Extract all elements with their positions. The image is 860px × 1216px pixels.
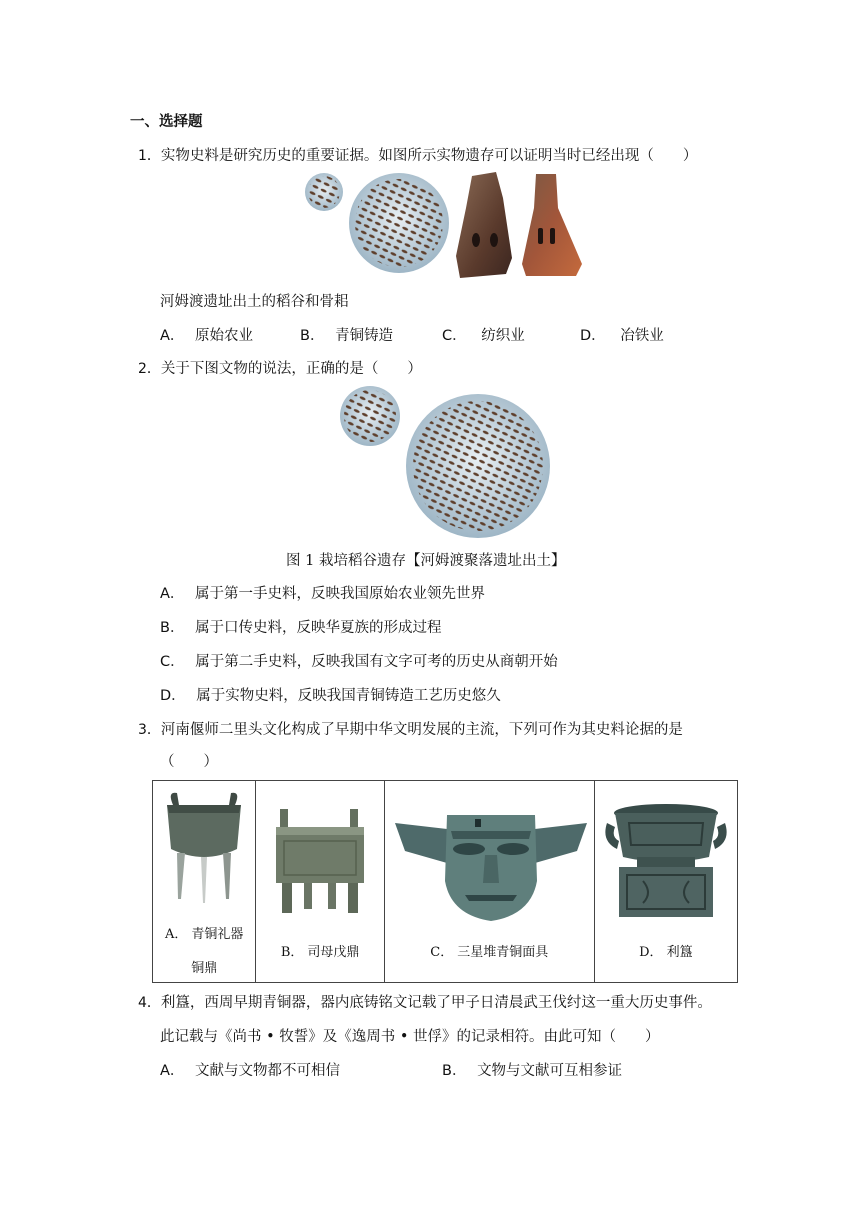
li-gui-vessel-icon	[603, 801, 729, 921]
simuwu-ding-icon	[266, 805, 374, 917]
q1-option-c-text: 纺织业	[481, 328, 525, 344]
q4-option-b-letter: B．	[442, 1063, 467, 1079]
bronze-ding-tripod-icon	[157, 787, 251, 905]
q2-option-a-letter: A．	[160, 586, 185, 602]
q3-option-b-label: B． 司母戊鼎	[280, 945, 360, 960]
q1-option-c-letter: C．	[442, 328, 467, 344]
q1-option-a-letter: A．	[160, 328, 185, 344]
q4-option-a[interactable]	[160, 1061, 340, 1081]
question-4-stem: 利簋，西周早期青铜器，器内底铸铭文记载了甲子日清晨武王伐纣这一重大历史事件。	[160, 995, 712, 1011]
q3-option-a-label: A． 青铜礼器	[165, 927, 244, 942]
question-1-stem: 实物史料是研究历史的重要证据。如图所示实物遗存可以证明当时已经出现（ ）	[160, 148, 698, 164]
question-2-number: 2．	[138, 361, 161, 377]
question-2-caption: 图 1 栽培稻谷遗存【河姆渡聚落遗址出土】	[286, 553, 566, 569]
q3-option-c-cell[interactable]	[384, 781, 594, 983]
q3-option-d-cell[interactable]	[594, 781, 737, 983]
section-title: 一、选择题	[130, 114, 203, 130]
question-4-number: 4．	[138, 995, 161, 1011]
q1-option-b-letter: B．	[300, 328, 325, 344]
rice-and-bone-spade-image	[300, 168, 590, 280]
q2-option-d-text: 属于实物史料，反映我国青铜铸造工艺历史悠久	[196, 688, 501, 704]
q2-option-b[interactable]	[160, 618, 442, 638]
q2-option-d-letter: D．	[160, 688, 186, 704]
q1-option-b-text: 青铜铸造	[335, 328, 394, 344]
question-1	[138, 146, 697, 166]
q3-option-a-cell[interactable]	[153, 781, 256, 983]
q1-option-d[interactable]	[580, 326, 664, 346]
question-3-stem: 河南偃师二里头文化构成了早期中华文明发展的主流，下列可作为其史料论据的是	[160, 722, 683, 738]
q3-option-a-label-line2: 铜鼎	[191, 961, 218, 976]
rice-grain-image	[336, 382, 552, 538]
question-1-number: 1．	[138, 148, 161, 164]
q1-option-c[interactable]	[442, 326, 525, 346]
q2-option-d[interactable]	[160, 686, 501, 706]
q4-option-a-text: 文献与文物都不可相信	[195, 1063, 341, 1079]
question-3-stem-cont: （ ）	[160, 754, 218, 770]
q4-option-b-text: 文物与文献可互相参证	[477, 1063, 623, 1079]
question-3-number: 3．	[138, 722, 161, 738]
q1-option-d-letter: D．	[580, 328, 606, 344]
question-4	[138, 993, 712, 1013]
q1-option-b[interactable]	[300, 326, 393, 346]
question-1-caption: 河姆渡遗址出土的稻谷和骨耜	[160, 294, 349, 310]
q2-option-a-text: 属于第一手史料，反映我国原始农业领先世界	[195, 586, 486, 602]
q4-option-a-letter: A．	[160, 1063, 185, 1079]
question-4-stem-cont: 此记载与《尚书 • 牧誓》及《逸周书 • 世俘》的记录相符。由此可知（ ）	[160, 1029, 660, 1045]
q4-option-b[interactable]	[442, 1061, 622, 1081]
q3-option-b-cell[interactable]	[256, 781, 384, 983]
question-2	[138, 359, 422, 379]
question-2-stem: 关于下图文物的说法，正确的是（ ）	[160, 361, 422, 377]
q2-option-c-text: 属于第二手史料，反映我国有文字可考的历史从商朝开始	[195, 654, 558, 670]
sanxingdui-bronze-mask-icon	[391, 811, 591, 925]
q2-option-c-letter: C．	[160, 654, 185, 670]
q1-option-d-text: 冶铁业	[620, 328, 664, 344]
artifact-options-table	[152, 780, 738, 983]
q1-option-a[interactable]	[160, 326, 253, 346]
q3-option-d-label: D． 利簋	[639, 945, 693, 960]
q2-option-c[interactable]	[160, 652, 558, 672]
q3-option-c-label: C． 三星堆青铜面具	[430, 945, 549, 960]
q1-option-a-text: 原始农业	[195, 328, 254, 344]
q2-option-a[interactable]	[160, 584, 485, 604]
q2-option-b-text: 属于口传史料，反映华夏族的形成过程	[195, 620, 442, 636]
question-3	[138, 720, 683, 740]
q2-option-b-letter: B．	[160, 620, 185, 636]
